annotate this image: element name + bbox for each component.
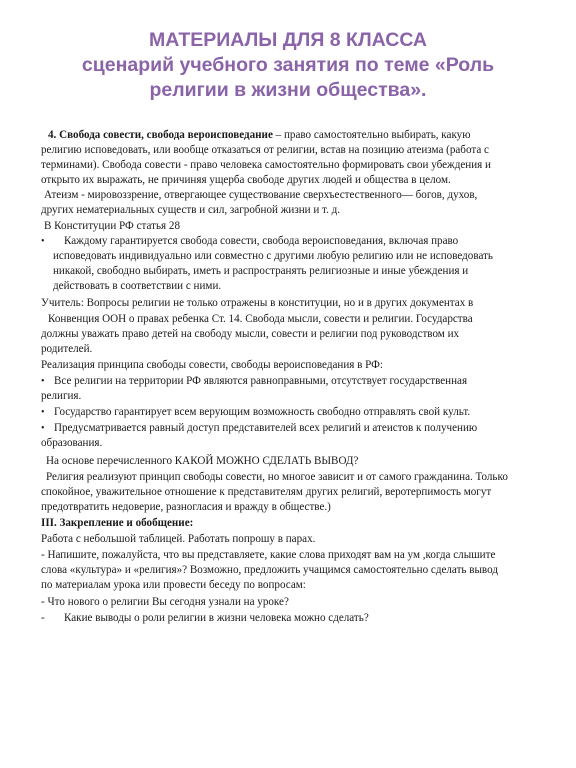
section4-line-1-rest: – право самостоятельно выбирать, какую bbox=[272, 129, 471, 141]
section4-line-4: открыто их выражать, не причиняя ущерба свободе других людей и общества в целом. bbox=[41, 174, 451, 186]
section3-line-2: - Напишите, пожалуйста, что вы представляете, какие слова приходят вам на ум ,когда слышите bbox=[41, 549, 496, 561]
conclusion-line-2: спокойное, уважительное отношение к представителям других религий, веротерпимость могут bbox=[41, 486, 492, 498]
page-header bbox=[0, 28, 576, 103]
bullet-main-line-1: Каждому гарантируется свобода совести, свобода вероисповедания, включая право bbox=[64, 235, 459, 247]
bullet-main-line-4: действовать в соответствии с ними. bbox=[53, 280, 222, 292]
realization-bullet-3-marker: • bbox=[41, 423, 45, 434]
section3-line-1: Работа с небольшой таблицей. Работать попрошу в парах. bbox=[41, 533, 316, 545]
realization-bullet-2-marker: • bbox=[41, 407, 45, 418]
teacher-line-3: должны уважать право детей на свободу мысли, совести и религии под руководством их bbox=[41, 328, 460, 340]
page-title-line-2: сценарий учебного занятия по теме «Роль bbox=[81, 54, 495, 76]
atheism-line-1: Атеизм - мировоззрение, отвергающее существование сверхъестественного— богов, духов, bbox=[44, 189, 478, 201]
conclusion-line-1: Религия реализуют принцип свободы совести, но многое зависит и от самого гражданина. Только bbox=[46, 471, 508, 483]
constitution-line: В Конституции РФ статья 28 bbox=[44, 220, 180, 232]
section3-line-6-dash: - bbox=[41, 612, 45, 624]
teacher-line-1: Учитель: Вопросы религии не только отражены в конституции, но и в других документах в bbox=[41, 297, 474, 309]
section3-heading: III. Закрепление и обобщение: bbox=[41, 517, 194, 529]
realization-bullet-1-line-2: религия. bbox=[41, 390, 82, 402]
section3-line-6: Какие выводы о роли религии в жизни человека можно сделать? bbox=[64, 612, 369, 624]
atheism-line-2: других нематериальных существ и сил, загробной жизни и т. д. bbox=[41, 204, 341, 216]
section4-line-3: терминами). Свобода совести - право человека самостоятельно формировать свои убеждения и bbox=[41, 159, 491, 171]
realization-bullet-1-line-1: Все религии на территории РФ являются равноправными, отсутствует государственная bbox=[54, 375, 468, 387]
bullet-main-line-2: исповедовать индивидуально или совместно с другими любую религию или не исповедовать bbox=[53, 250, 493, 262]
page-title-line-1: МАТЕРИАЛЫ ДЛЯ 8 КЛАССА bbox=[148, 29, 428, 51]
conclusion-line-3: предотвратить недоверие, разногласия и вражду в обществе.) bbox=[41, 501, 331, 513]
conclusion-question: На основе перечисленного КАКОЙ МОЖНО СДЕЛАТЬ ВЫВОД? bbox=[46, 455, 359, 467]
section4-line-1 bbox=[48, 129, 471, 142]
section4-line-2: религию исповедовать, или вообще отказаться от религии, встав на позицию атеизма (работа с bbox=[41, 144, 489, 156]
realization-bullet-1-marker: • bbox=[41, 376, 45, 387]
teacher-line-4: родителей. bbox=[41, 343, 93, 355]
section4-heading: 4. Свобода совести, свобода вероисповедание bbox=[48, 129, 273, 141]
realization-bullet-3-line-1: Предусматривается равный доступ представителей всех религий и атеистов к получению bbox=[54, 422, 478, 434]
section3-line-4: по материалам урока или провести беседу по вопросам: bbox=[41, 579, 306, 591]
realization-bullet-2-line: Государство гарантирует всем верующим возможность свободно отправлять свой культ. bbox=[54, 406, 471, 418]
page-title-line-3: религии в жизни общества». bbox=[149, 79, 427, 101]
realization-intro: Реализация принципа свободы совести, свободы вероисповедания в РФ: bbox=[41, 359, 383, 371]
teacher-line-2: Конвенция ООН о правах ребенка Ст. 14. Свобода мысли, совести и религии. Государства bbox=[48, 313, 473, 325]
section3-line-3: слова «культура» и «религия»? Возможно, предложить учащимся самостоятельно сделать вывод bbox=[41, 564, 498, 576]
section3-line-5: - Что нового о религии Вы сегодня узнали на уроке? bbox=[41, 596, 289, 608]
realization-bullet-3-line-2: образования. bbox=[41, 437, 103, 449]
bullet-main-marker: • bbox=[41, 236, 45, 247]
bullet-main-line-3: никакой, свободно выбирать, иметь и распространять религиозные и иные убеждения и bbox=[53, 265, 469, 277]
